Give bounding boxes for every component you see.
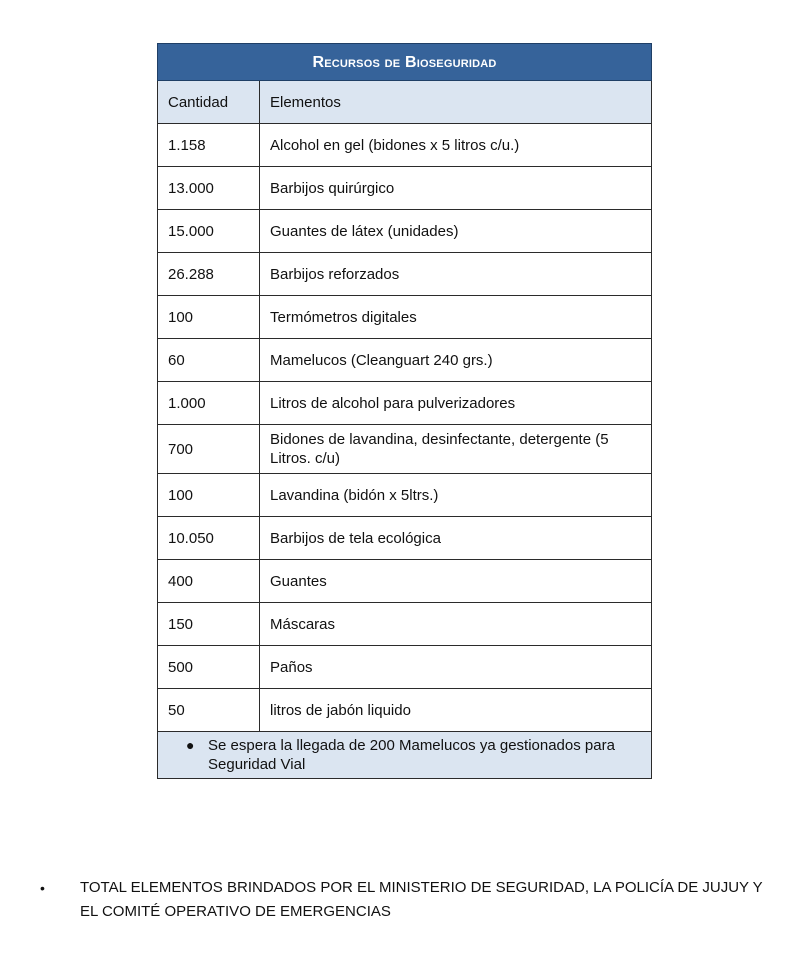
table-row bbox=[158, 296, 652, 339]
quantity-cell: 100 bbox=[158, 296, 260, 339]
table-row bbox=[158, 382, 652, 425]
quantity-cell: 26.288 bbox=[158, 253, 260, 296]
quantity-cell: 60 bbox=[158, 339, 260, 382]
quantity-cell: 100 bbox=[158, 474, 260, 517]
table-row bbox=[158, 517, 652, 560]
header-quantity: Cantidad bbox=[158, 81, 260, 124]
quantity-cell: 1.000 bbox=[158, 382, 260, 425]
footer-bullet-item bbox=[40, 876, 780, 924]
quantity-cell: 13.000 bbox=[158, 167, 260, 210]
item-cell: Mamelucos (Cleanguart 240 grs.) bbox=[260, 339, 652, 382]
footer-text: TOTAL ELEMENTOS BRINDADOS POR EL MINISTERIO DE SEGURIDAD, LA POLICÍA DE JUJUY Y EL COMITÉ OPERATIVO DE EMERGENCIAS bbox=[80, 879, 763, 920]
item-cell: Litros de alcohol para pulverizadores bbox=[260, 382, 652, 425]
item-cell: Alcohol en gel (bidones x 5 litros c/u.) bbox=[260, 124, 652, 167]
quantity-cell: 400 bbox=[158, 560, 260, 603]
table-note-row bbox=[158, 732, 652, 779]
table-row bbox=[158, 253, 652, 296]
item-cell: Guantes bbox=[260, 560, 652, 603]
item-cell: Lavandina (bidón x 5ltrs.) bbox=[260, 474, 652, 517]
quantity-cell: 700 bbox=[158, 425, 260, 474]
item-cell: Barbijos de tela ecológica bbox=[260, 517, 652, 560]
table-header-row bbox=[158, 81, 652, 124]
quantity-cell: 15.000 bbox=[158, 210, 260, 253]
bullet-icon: • bbox=[40, 880, 45, 896]
item-cell: Guantes de látex (unidades) bbox=[260, 210, 652, 253]
header-items: Elementos bbox=[260, 81, 652, 124]
table-note-cell bbox=[158, 732, 652, 779]
quantity-cell: 150 bbox=[158, 603, 260, 646]
quantity-cell: 500 bbox=[158, 646, 260, 689]
item-cell: Termómetros digitales bbox=[260, 296, 652, 339]
quantity-cell: 50 bbox=[158, 689, 260, 732]
quantity-cell: 10.050 bbox=[158, 517, 260, 560]
table-title: Recursos de Bioseguridad bbox=[158, 44, 652, 81]
table-row bbox=[158, 210, 652, 253]
table-note-text: Se espera la llegada de 200 Mamelucos ya gestionados para Seguridad Vial bbox=[208, 737, 615, 773]
table-title-row bbox=[158, 44, 652, 81]
item-cell: Paños bbox=[260, 646, 652, 689]
quantity-cell: 1.158 bbox=[158, 124, 260, 167]
item-cell: Bidones de lavandina, desinfectante, detergente (5 Litros. c/u) bbox=[260, 425, 652, 474]
item-cell: Barbijos quirúrgico bbox=[260, 167, 652, 210]
item-cell: litros de jabón liquido bbox=[260, 689, 652, 732]
biosecurity-resources-table bbox=[157, 43, 652, 779]
table-row bbox=[158, 560, 652, 603]
table-row bbox=[158, 167, 652, 210]
item-cell: Barbijos reforzados bbox=[260, 253, 652, 296]
table-row bbox=[158, 339, 652, 382]
item-cell: Máscaras bbox=[260, 603, 652, 646]
bullet-icon: ● bbox=[186, 737, 195, 753]
table-row bbox=[158, 689, 652, 732]
table-row bbox=[158, 425, 652, 474]
table-row bbox=[158, 124, 652, 167]
table-row bbox=[158, 603, 652, 646]
table-row bbox=[158, 646, 652, 689]
table-row bbox=[158, 474, 652, 517]
table-note bbox=[186, 736, 641, 774]
